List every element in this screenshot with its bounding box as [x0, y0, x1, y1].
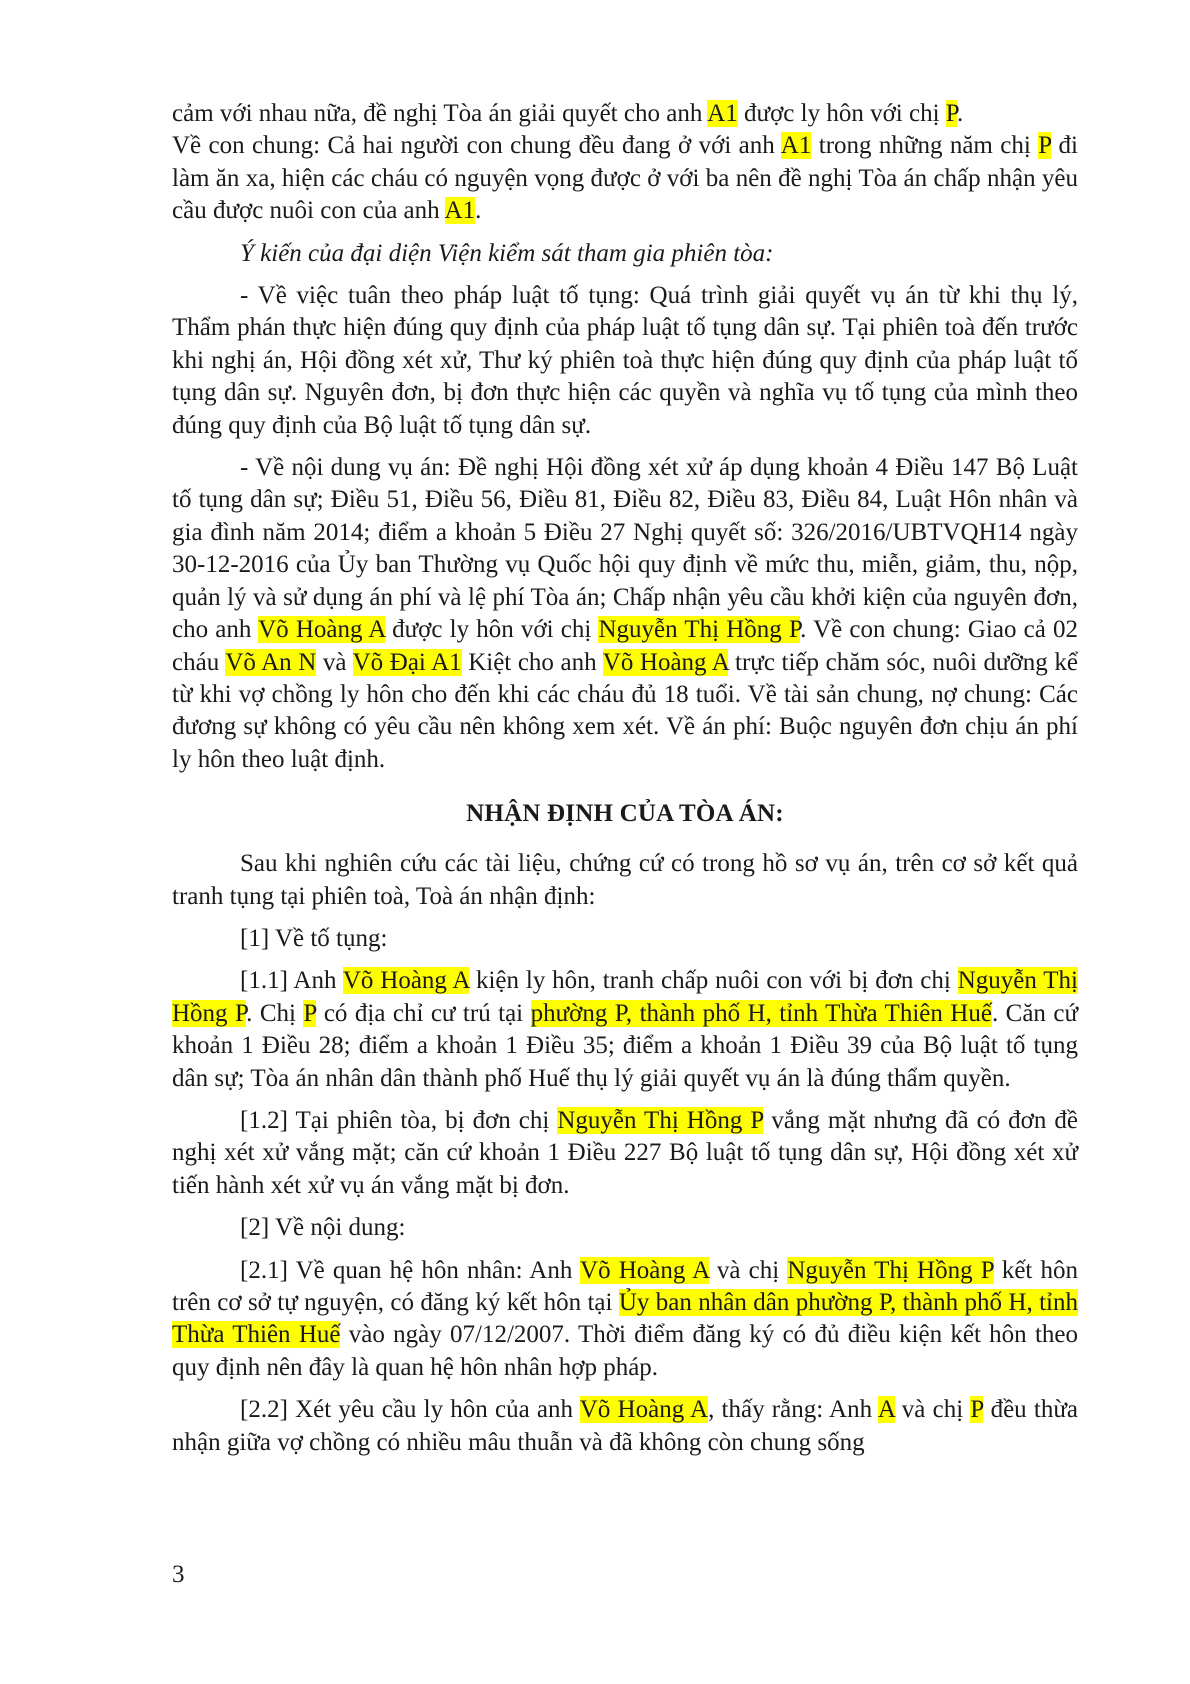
- paragraph-procuracy-heading: [172, 238, 1078, 270]
- text-run: được ly hôn với chị: [737, 100, 946, 127]
- paragraph-procedure-title: [172, 923, 1078, 955]
- highlighted-text: Nguyễn Thị Hồng P: [172, 967, 1079, 1027]
- text-run: và chị: [708, 1256, 788, 1284]
- highlighted-text: A: [877, 1396, 895, 1424]
- text-run: [2.2] Xét yêu cầu ly hôn của anh: [240, 1396, 580, 1424]
- highlighted-text: P: [945, 100, 957, 127]
- paragraph-case-content: [172, 452, 1078, 776]
- text-run: kết hôn trên cơ sở tự nguyện, có đăng ký kết hôn tại: [172, 1256, 1079, 1316]
- text-run: [1.1] Anh: [240, 967, 343, 995]
- text-run: vắng mặt nhưng đã có đơn đề nghị xét xử vắng mặt; căn cứ khoản 1 Điều 227 Bộ luật tố tụng dân sự, Hội đồng xét xử tiến hành xét xử vụ án vắng mặt bị đơn.: [172, 1106, 1078, 1199]
- paragraph-content-title: [172, 1212, 1078, 1244]
- text-run: Về con chung: Cả hai người con chung đều đang ở với anh: [172, 132, 781, 160]
- text-run: . Chị: [246, 999, 304, 1027]
- text-run: [2] Về nội dung:: [240, 1214, 406, 1242]
- highlighted-text: Võ An N: [225, 648, 317, 676]
- text-run: [1] Về tố tụng:: [240, 924, 388, 952]
- text-run: có địa chỉ cư trú tại: [316, 999, 531, 1027]
- text-run: , thấy rằng: Anh: [708, 1396, 878, 1424]
- document-body: [172, 98, 1078, 1459]
- highlighted-text: A1: [780, 132, 812, 160]
- text-run: [1.2] Tại phiên tòa, bị đơn chị: [240, 1106, 558, 1134]
- highlighted-text: Võ Hoàng A: [602, 648, 729, 676]
- highlighted-text: A1: [444, 197, 476, 225]
- highlighted-text: Võ Hoàng A: [580, 1256, 709, 1284]
- paragraph-court-review: [172, 848, 1078, 913]
- section-heading: NHẬN ĐỊNH CỦA TÒA ÁN:: [466, 800, 784, 828]
- paragraph-2-1: [172, 1255, 1078, 1385]
- highlighted-text: Ủy ban nhân dân phường P, thành phố H, tỉnh Thừa Thiên Huế: [172, 1289, 1078, 1349]
- text-run: đều thừa nhận giữa vợ chồng có nhiều mâu thuẫn và đã không còn chung sống: [172, 1396, 1078, 1456]
- highlighted-text: Nguyễn Thị Hồng P: [787, 1256, 994, 1284]
- text-run: vào ngày 07/12/2007. Thời điểm đăng ký có đủ điều kiện kết hôn theo quy định nên đây là quan hệ hôn nhân hợp pháp.: [172, 1321, 1078, 1381]
- text-run: [2.1] Về quan hệ hôn nhân: Anh: [240, 1256, 581, 1284]
- text-run: cảm với nhau nữa, đề nghị Tòa án giải quyết cho anh: [172, 100, 708, 127]
- highlighted-text: Võ Hoàng A: [258, 616, 385, 644]
- highlighted-text: Võ Hoàng A: [579, 1396, 709, 1424]
- text-run: Ý kiến của đại diện Viện kiểm sát tham gia phiên tòa:: [240, 239, 774, 267]
- text-run: và: [316, 648, 353, 676]
- paragraph-2-2: [172, 1394, 1078, 1459]
- text-run: - Về việc tuân theo pháp luật tố tụng: Quá trình giải quyết vụ án từ khi thụ lý, Thẩm phán thực hiện đúng quy định của pháp luật tố tụng dân sự. Tại phiên toà đến trước khi nghị án, Hội đồng xét xử, Thư ký phiên toà thực hiện đúng quy định của pháp luật tố tụng dân sự. Nguyên đơn, bị đơn thực hiện các quyền và nghĩa vụ tố tụng của mình theo đúng quy định của Bộ luật tố tụng dân sự.: [172, 282, 1078, 439]
- highlighted-text: phường P, thành phố H, tỉnh Thừa Thiên Huế: [530, 999, 992, 1027]
- text-run: - Về nội dung vụ án: Đề nghị Hội đồng xét xử áp dụng khoản 4 Điều 147 Bộ Luật tố tụng dân sự; Điều 51, Điều 56, Điều 81, Điều 82, Điều 83, Điều 84, Luật Hôn nhân và gia đình năm 2014; điểm a khoản 5 Điều 27 Nghị quyết số: 326/2016/UBTVQH14 ngày 30-12-2016 của Ủy ban Thường vụ Quốc hội quy định về mức thu, miễn, giảm, thu, nộp, quản lý và sử dụng án phí và lệ phí Tòa án; Chấp nhận yêu cầu khởi kiện của nguyên đơn, cho anh: [172, 454, 1078, 644]
- highlighted-text: Nguyễn Thị Hồng P: [557, 1106, 764, 1134]
- text-run: Kiệt cho anh: [461, 648, 603, 676]
- page-number: 3: [172, 1561, 185, 1588]
- text-run: .: [956, 100, 964, 127]
- highlighted-text: Võ Hoàng A: [342, 967, 470, 995]
- highlighted-text: Nguyễn Thị Hồng P: [598, 616, 801, 644]
- text-run: Sau khi nghiên cứu các tài liệu, chứng cứ có trong hồ sơ vụ án, trên cơ sở kết quả tranh tụng tại phiên toà, Toà án nhận định:: [172, 850, 1078, 910]
- highlighted-text: Võ Đại A1: [352, 648, 462, 676]
- text-run: . Căn cứ khoản 1 Điều 28; điểm a khoản 1 Điều 35; điểm a khoản 1 Điều 39 của Bộ luật tố tụng dân sự; Tòa án nhân dân thành phố Huế thụ lý giải quyết vụ án là đúng thẩm quyền.: [172, 999, 1079, 1092]
- paragraph-procedural-compliance: [172, 280, 1078, 442]
- text-run: trong những năm chị: [811, 132, 1039, 160]
- text-run: trực tiếp chăm sóc, nuôi dưỡng kể từ khi vợ chồng ly hôn cho đến khi các cháu đủ 18 tuổi. Về tài sản chung, nợ chung: Các đương sự không có yêu cầu nên không xem xét. Về án phí: Buộc nguyên đơn chịu án phí ly hôn theo luật định.: [172, 648, 1078, 773]
- paragraph-1-2: [172, 1105, 1078, 1202]
- text-run: kiện ly hôn, tranh chấp nuôi con với bị đơn chị: [469, 967, 958, 995]
- highlighted-text: P: [1038, 132, 1052, 160]
- highlighted-text: P: [970, 1396, 984, 1424]
- text-run: đi làm ăn xa, hiện các cháu có nguyện vọng được ở với ba nên đề nghị Tòa án chấp nhận yêu cầu được nuôi con của anh: [172, 132, 1079, 225]
- text-run: . Về con chung: Giao cả 02 cháu: [172, 616, 1079, 676]
- paragraph-intro: [172, 98, 1078, 228]
- highlighted-text: P: [303, 999, 317, 1027]
- text-run: được ly hôn với chị: [384, 616, 599, 644]
- highlighted-text: A1: [707, 100, 738, 127]
- text-run: và chị: [894, 1396, 971, 1424]
- text-run: .: [475, 197, 482, 225]
- paragraph-1-1: [172, 965, 1078, 1095]
